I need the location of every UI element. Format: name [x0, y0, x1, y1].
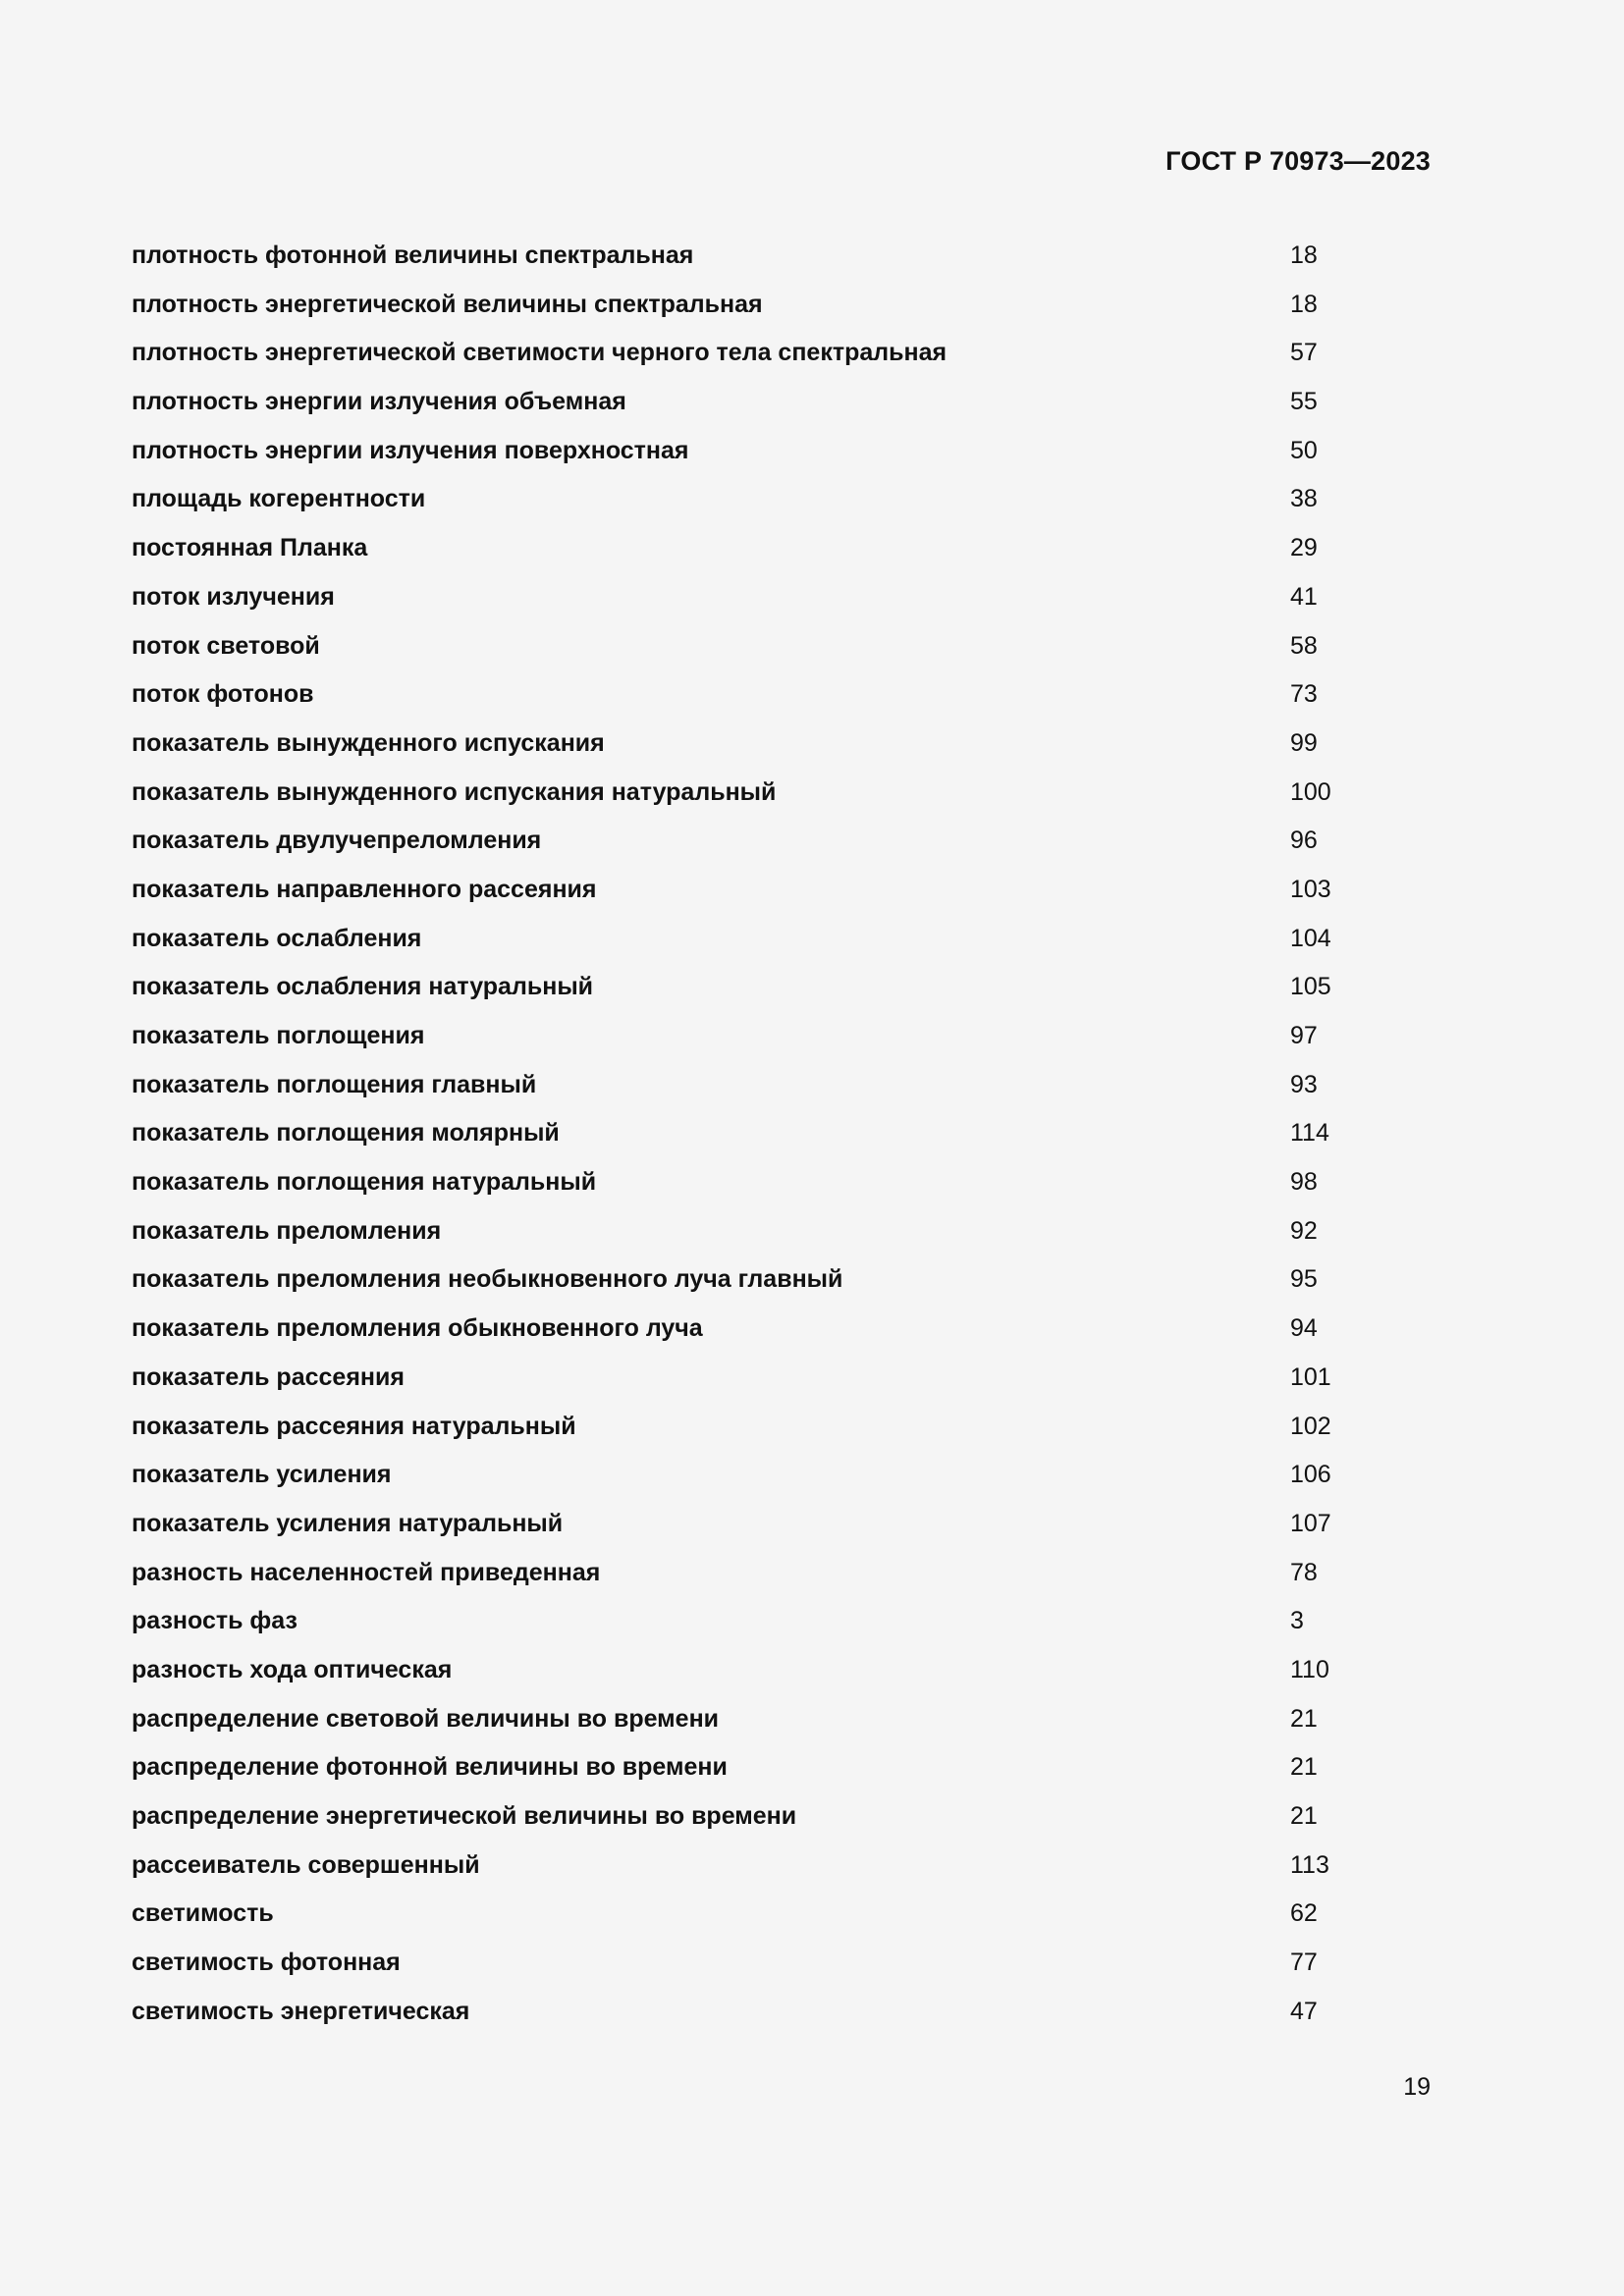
index-row — [132, 1207, 1359, 1256]
index-term: показатель преломления обыкновенного луча — [132, 1314, 703, 1343]
document-code: ГОСТ Р 70973—2023 — [1165, 146, 1431, 176]
index-row — [132, 1597, 1359, 1646]
index-row — [132, 1305, 1359, 1354]
index-term: плотность фотонной величины спектральная — [132, 241, 694, 269]
index-term: показатель рассеяния натуральный — [132, 1412, 576, 1440]
index-term-number: 78 — [1290, 1558, 1318, 1586]
index-term: площадь когерентности — [132, 485, 426, 513]
index-term: показатель усиления натуральный — [132, 1509, 564, 1537]
index-term: поток световой — [132, 631, 320, 660]
index-term-number: 106 — [1290, 1461, 1331, 1489]
index-term-number: 21 — [1290, 1753, 1318, 1782]
index-term: разность фаз — [132, 1607, 298, 1635]
index-term: светимость фотонная — [132, 1949, 401, 1977]
index-row — [132, 1158, 1359, 1207]
index-term: светимость энергетическая — [132, 1997, 470, 2025]
index-term-number: 77 — [1290, 1949, 1318, 1977]
index-term: показатель усиления — [132, 1461, 392, 1489]
index-term-number: 18 — [1290, 241, 1318, 269]
index-term: показатель направленного рассеяния — [132, 875, 597, 903]
index-term: светимость — [132, 1899, 274, 1928]
index-term-number: 102 — [1290, 1412, 1331, 1440]
index-term: разность хода оптическая — [132, 1655, 453, 1683]
index-term-number: 92 — [1290, 1216, 1318, 1245]
index-term: поток фотонов — [132, 680, 314, 709]
index-row — [132, 1255, 1359, 1305]
index-term: плотность энергии излучения поверхностная — [132, 436, 689, 464]
index-row — [132, 378, 1359, 427]
index-term-number: 100 — [1290, 777, 1331, 806]
index-row — [132, 1743, 1359, 1792]
index-term-number: 73 — [1290, 680, 1318, 709]
index-row — [132, 281, 1359, 330]
index-term: показатель вынужденного испускания натуральный — [132, 777, 777, 806]
index-term: плотность энергии излучения объемная — [132, 388, 626, 416]
index-term: распределение световой величины во времени — [132, 1704, 720, 1733]
index-term: показатель поглощения молярный — [132, 1119, 560, 1148]
index-term: разность населенностей приведенная — [132, 1558, 601, 1586]
index-term-number: 47 — [1290, 1997, 1318, 2025]
index-term-number: 3 — [1290, 1607, 1304, 1635]
index-term: распределение энергетической величины во времени — [132, 1802, 797, 1830]
index-term: показатель рассеяния — [132, 1362, 405, 1391]
index-term: рассеиватель совершенный — [132, 1850, 480, 1879]
index-row — [132, 915, 1359, 964]
index-term: распределение фотонной величины во времени — [132, 1753, 728, 1782]
index-row — [132, 1792, 1359, 1842]
index-term-number: 50 — [1290, 436, 1318, 464]
index-term-number: 57 — [1290, 339, 1318, 367]
index-row — [132, 769, 1359, 818]
index-term-number: 99 — [1290, 728, 1318, 757]
index-row — [132, 1549, 1359, 1598]
index-row — [132, 1695, 1359, 1744]
index-term-number: 38 — [1290, 485, 1318, 513]
index-term: показатель поглощения натуральный — [132, 1168, 597, 1197]
index-term-number: 62 — [1290, 1899, 1318, 1928]
index-row — [132, 1988, 1359, 2037]
index-row — [132, 524, 1359, 573]
index-term-number: 98 — [1290, 1168, 1318, 1197]
index-row — [132, 427, 1359, 476]
index-term: плотность энергетической светимости черного тела спектральная — [132, 339, 947, 367]
index-term-number: 110 — [1290, 1655, 1329, 1683]
index-term-number: 55 — [1290, 388, 1318, 416]
index-row — [132, 1646, 1359, 1695]
index-term: показатель поглощения — [132, 1022, 425, 1049]
index-term: показатель двулучепреломления — [132, 827, 542, 855]
index-term-number: 18 — [1290, 290, 1318, 318]
index-row — [132, 1109, 1359, 1158]
index-term-number: 95 — [1290, 1265, 1318, 1294]
index-row — [132, 1842, 1359, 1891]
index-term-number: 113 — [1290, 1850, 1329, 1879]
index-term: показатель преломления — [132, 1216, 442, 1245]
index-term: показатель преломления необыкновенного луча главный — [132, 1265, 843, 1294]
index-term-number: 114 — [1290, 1119, 1329, 1148]
index-row — [132, 573, 1359, 622]
index-row — [132, 720, 1359, 769]
index-row — [132, 866, 1359, 915]
page-number: 19 — [1403, 2073, 1431, 2101]
index-term-number: 107 — [1290, 1509, 1331, 1537]
index-row — [132, 475, 1359, 524]
index-row — [132, 1500, 1359, 1549]
index-term-number: 58 — [1290, 631, 1318, 660]
index-row — [132, 1354, 1359, 1403]
index-term: показатель ослабления — [132, 924, 422, 952]
index-term-number: 94 — [1290, 1314, 1318, 1343]
index-term: показатель поглощения главный — [132, 1070, 537, 1098]
index-row — [132, 963, 1359, 1012]
index-term-number: 97 — [1290, 1022, 1318, 1049]
index-term: показатель ослабления натуральный — [132, 973, 594, 1001]
index-term-number: 41 — [1290, 582, 1318, 611]
index-term: поток излучения — [132, 582, 335, 611]
index-row — [132, 1012, 1359, 1061]
index-term-number: 96 — [1290, 827, 1318, 855]
index-row — [132, 1890, 1359, 1939]
index-row — [132, 1061, 1359, 1110]
index-term-number: 105 — [1290, 973, 1331, 1001]
index-row — [132, 817, 1359, 866]
index-term: постоянная Планка — [132, 534, 368, 562]
index-term-number: 21 — [1290, 1704, 1318, 1733]
index-row — [132, 1403, 1359, 1452]
index-row — [132, 670, 1359, 720]
index-term-number: 103 — [1290, 875, 1331, 903]
index-row — [132, 232, 1359, 281]
index-term-number: 101 — [1290, 1362, 1331, 1391]
index-row — [132, 329, 1359, 378]
index-term-number: 29 — [1290, 534, 1318, 562]
index-term: плотность энергетической величины спектральная — [132, 290, 763, 318]
index-term: показатель вынужденного испускания — [132, 728, 605, 757]
index-row — [132, 622, 1359, 671]
index-row — [132, 1451, 1359, 1500]
index-term-number: 104 — [1290, 924, 1331, 952]
index-term-number: 93 — [1290, 1070, 1318, 1098]
term-index-list — [132, 232, 1359, 2036]
index-term-number: 21 — [1290, 1802, 1318, 1830]
index-row — [132, 1939, 1359, 1988]
